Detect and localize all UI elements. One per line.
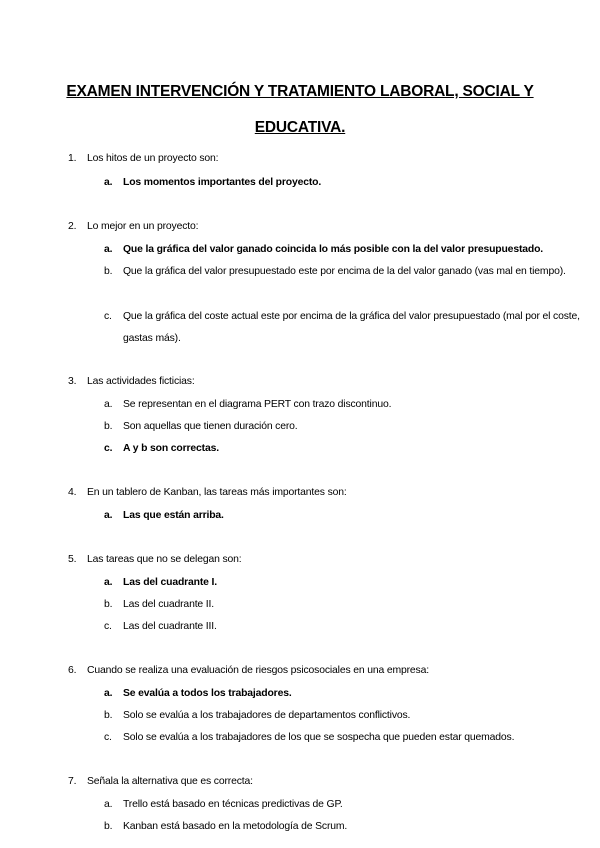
option-7b xyxy=(104,816,584,838)
question-1 xyxy=(68,153,218,164)
option-letter: a. xyxy=(104,688,113,699)
option-text: Trello está basado en técnicas predictivas de GP. xyxy=(123,799,343,810)
question-7 xyxy=(68,776,253,787)
question-6 xyxy=(68,665,429,676)
option-3b xyxy=(104,416,584,438)
option-6b xyxy=(104,705,584,727)
question-text: Lo mejor en un proyecto: xyxy=(87,221,199,232)
option-text: Las del cuadrante III. xyxy=(123,621,217,632)
option-text: Las del cuadrante I. xyxy=(123,577,218,588)
option-text: Las del cuadrante II. xyxy=(123,599,215,610)
exam-title-line-1: EXAMEN INTERVENCIÓN Y TRATAMIENTO LABORAL, SOCIAL Y xyxy=(66,83,534,100)
option-letter: c. xyxy=(104,311,112,322)
question-text: Las actividades ficticias: xyxy=(87,376,195,387)
option-text: Las que están arriba. xyxy=(123,510,224,521)
exam-title-line-2: EDUCATIVA. xyxy=(254,119,346,136)
question-2 xyxy=(68,221,198,232)
option-text: Que la gráfica del valor presupuestado este por encima de la del valor ganado (vas mal en tiempo). xyxy=(123,266,566,277)
question-number: 2. xyxy=(68,221,77,232)
option-3a xyxy=(104,394,584,416)
option-letter: a. xyxy=(104,177,113,188)
option-letter: a. xyxy=(104,399,113,410)
question-3 xyxy=(68,376,195,387)
option-letter: c. xyxy=(104,621,112,632)
option-4a xyxy=(104,505,584,527)
option-2c xyxy=(104,306,584,350)
question-number: 1. xyxy=(68,153,77,164)
option-text: Que la gráfica del valor ganado coincida lo más posible con la del valor presupuestado. xyxy=(123,244,544,255)
option-1a xyxy=(104,172,584,194)
question-text: En un tablero de Kanban, las tareas más importantes son: xyxy=(87,487,347,498)
option-6c xyxy=(104,727,584,749)
option-text: Solo se evalúa a los trabajadores de departamentos conflictivos. xyxy=(123,710,411,721)
option-5c xyxy=(104,616,584,638)
question-number: 4. xyxy=(68,487,77,498)
option-2a xyxy=(104,239,584,261)
option-letter: a. xyxy=(104,577,113,588)
question-text: Señala la alternativa que es correcta: xyxy=(87,776,253,787)
option-text: Se representan en el diagrama PERT con trazo discontinuo. xyxy=(123,399,392,410)
option-letter: a. xyxy=(104,510,113,521)
option-letter: b. xyxy=(104,266,113,277)
option-5a xyxy=(104,572,584,594)
option-letter: b. xyxy=(104,421,113,432)
option-text: Kanban está basado en la metodología de Scrum. xyxy=(123,821,348,832)
question-number: 3. xyxy=(68,376,77,387)
option-letter: b. xyxy=(104,599,113,610)
option-text: Son aquellas que tienen duración cero. xyxy=(123,421,298,432)
option-2b xyxy=(104,261,584,283)
question-number: 5. xyxy=(68,554,77,565)
question-text: Los hitos de un proyecto son: xyxy=(87,153,219,164)
option-3c xyxy=(104,438,584,460)
option-text: Se evalúa a todos los trabajadores. xyxy=(123,688,292,699)
option-text: Solo se evalúa a los trabajadores de los que se sospecha que pueden estar quemados. xyxy=(123,732,515,743)
option-letter: b. xyxy=(104,710,113,721)
question-number: 7. xyxy=(68,776,77,787)
option-letter: c. xyxy=(104,732,112,743)
question-text: Las tareas que no se delegan son: xyxy=(87,554,242,565)
question-number: 6. xyxy=(68,665,77,676)
option-6a xyxy=(104,683,584,705)
question-4 xyxy=(68,487,347,498)
question-text: Cuando se realiza una evaluación de riesgos psicosociales en una empresa: xyxy=(87,665,429,676)
option-5b xyxy=(104,594,584,616)
option-text: Que la gráfica del coste actual este por encima de la gráfica del valor presupuestado (mal por el coste, gastas más). xyxy=(123,311,580,344)
option-text: A y b son correctas. xyxy=(123,443,219,454)
option-7a xyxy=(104,794,584,816)
option-letter: b. xyxy=(104,821,113,832)
question-5 xyxy=(68,554,242,565)
option-letter: c. xyxy=(104,443,113,454)
option-letter: a. xyxy=(104,799,113,810)
option-letter: a. xyxy=(104,244,113,255)
option-text: Los momentos importantes del proyecto. xyxy=(123,177,322,188)
